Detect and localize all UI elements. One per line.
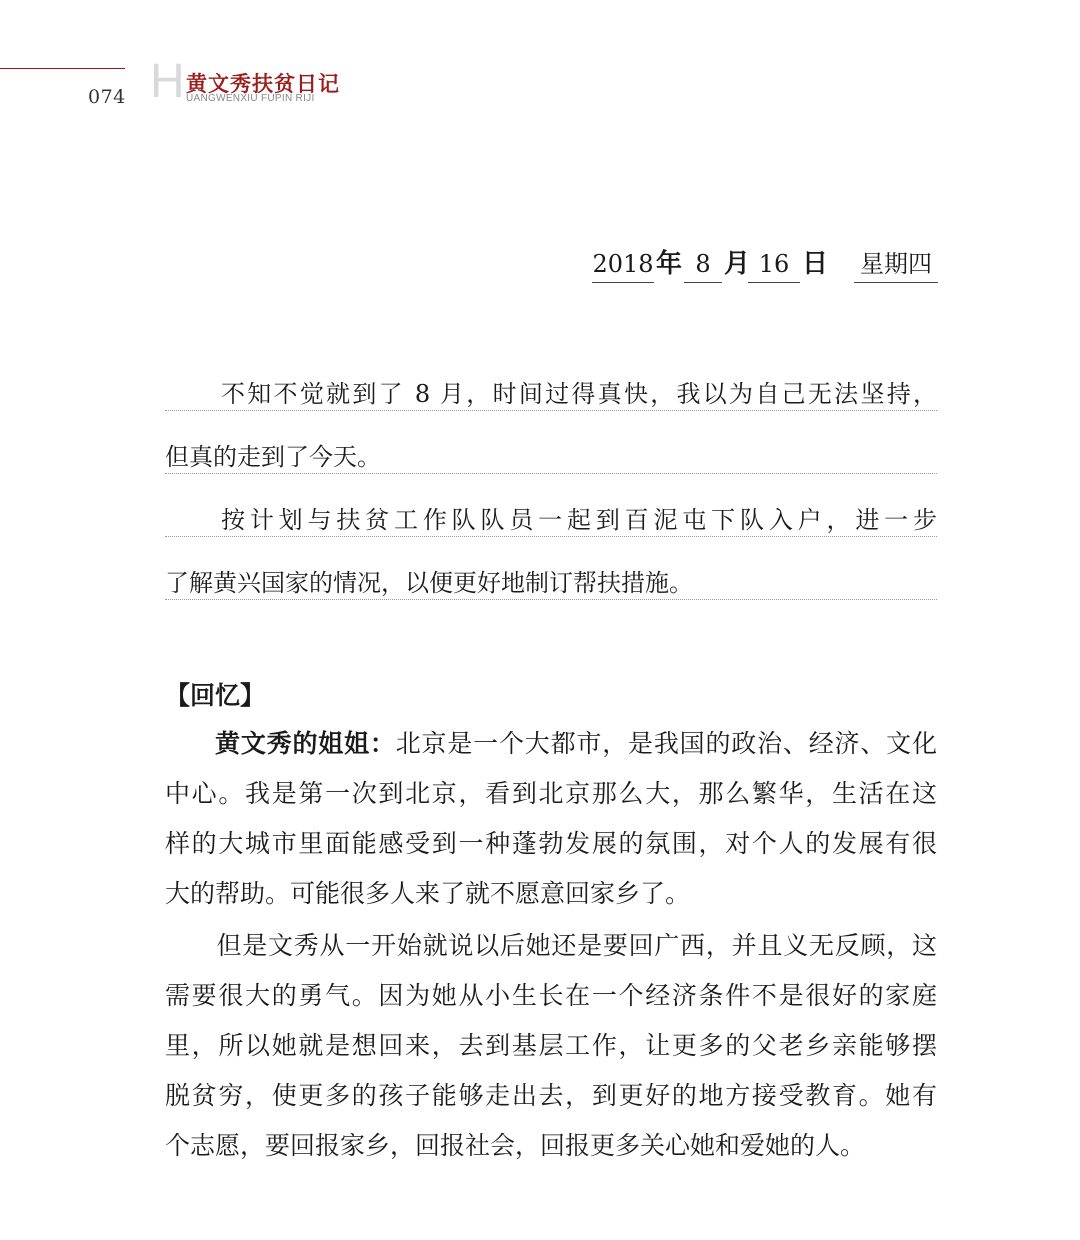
date-year-unit: 年 (656, 249, 683, 279)
diary-line: 但真的走到了今天。 (165, 441, 937, 474)
diary-line: 不知不觉就到了 8 月，时间过得真快，我以为自己无法坚持， (165, 378, 937, 411)
diary-line: 按计划与扶贫工作队队员一起到百泥屯下队入户，进一步 (165, 504, 937, 537)
section-heading-recollection: 【回忆】 (165, 681, 266, 710)
book-title: 黄文秀扶贫日记 (186, 71, 340, 96)
page-number: 074 (88, 86, 126, 108)
header-rule (0, 68, 125, 69)
date-year: 2018 (592, 246, 654, 283)
date-day: 16 (748, 246, 800, 283)
recollection-first-line (165, 724, 937, 764)
speaker-label: 黄文秀的姐姐： (215, 729, 396, 758)
recollection-line: 脱贫穷，使更多的孩子能够走出去，到更好的地方接受教育。她有 (165, 1081, 937, 1110)
recollection-line: 个志愿，要回报家乡，回报社会，回报更多关心她和爱她的人。 (165, 1131, 866, 1160)
recollection-line: 需要很大的勇气。因为她从小生长在一个经济条件不是很好的家庭 (165, 981, 937, 1010)
book-title-pinyin: UANGWENXIU FUPIN RIJI (186, 93, 315, 104)
recollection-line: 里，所以她就是想回来，去到基层工作，让更多的父老乡亲能够摆 (165, 1031, 937, 1060)
recollection-line: 大的帮助。可能很多人来了就不愿意回家乡了。 (165, 879, 691, 908)
date-month: 8 (684, 246, 722, 283)
date-day-unit: 日 (802, 249, 829, 279)
recollection-line: 中心。我是第一次到北京，看到北京那么大，那么繁华，生活在这 (165, 779, 937, 808)
recollection-line: 样的大城市里面能感受到一种蓬勃发展的氛围，对个人的发展有很 (165, 829, 937, 858)
date-weekday: 星期四 (854, 246, 938, 283)
date-month-unit: 月 (724, 249, 751, 279)
diary-line: 了解黄兴国家的情况，以便更好地制订帮扶措施。 (165, 567, 937, 600)
recollection-text: 北京是一个大都市，是我国的政治、经济、文化 (395, 729, 937, 758)
recollection-line: 但是文秀从一开始就说以后她还是要回广西，并且义无反顾，这 (165, 931, 937, 960)
header-initial-letter: H (150, 55, 185, 108)
